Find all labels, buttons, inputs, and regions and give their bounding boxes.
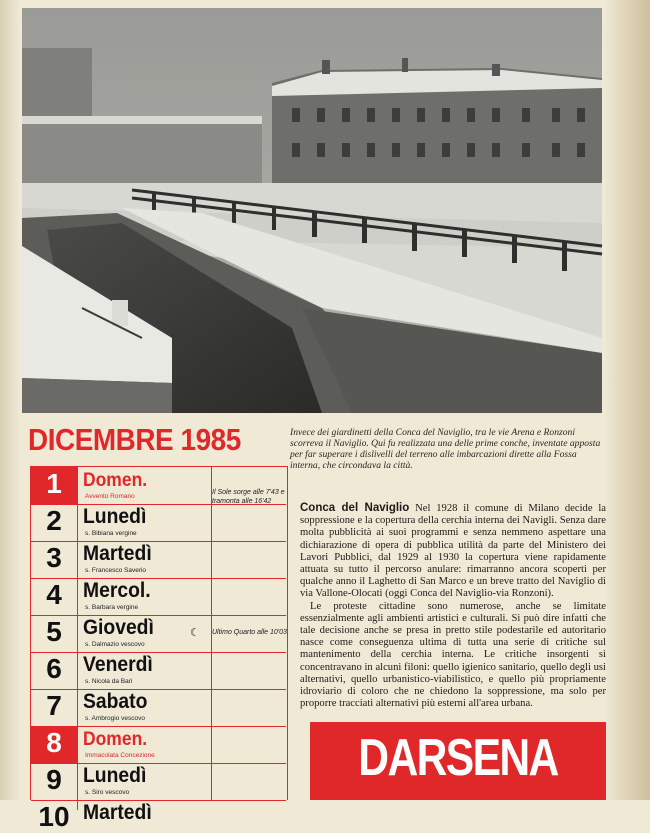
- weekday-name: Mercol.: [83, 579, 151, 602]
- notes-cell: [211, 652, 287, 689]
- month-title: DICEMBRE 1985: [28, 422, 241, 457]
- weekday-name: Domen.: [83, 470, 148, 491]
- day-number: 4: [46, 579, 62, 610]
- calendar-row: [31, 504, 286, 542]
- notes-cell: [211, 726, 287, 763]
- page-right-edge: [604, 0, 650, 800]
- section-banner: [310, 722, 606, 800]
- moon-phase-note: Ultimo Quarto alle 10'03: [212, 629, 287, 636]
- calendar-row: [31, 800, 286, 832]
- day-number-cell: [31, 800, 78, 832]
- last-quarter-moon-icon: ☾: [190, 626, 200, 639]
- banner-title: DARSENA: [358, 729, 558, 787]
- calendar-row: [31, 726, 286, 764]
- article: [300, 502, 606, 710]
- day-number: 10: [38, 801, 70, 832]
- calendar-row: [31, 652, 286, 690]
- day-number-cell: [31, 541, 78, 578]
- notes-cell: [211, 689, 287, 726]
- notes-cell: [211, 541, 287, 578]
- saint-of-day: s. Ambrogio vescovo: [85, 715, 145, 722]
- day-number: 8: [46, 727, 62, 758]
- saint-of-day: s. Siro vescovo: [85, 789, 130, 796]
- day-number: 9: [46, 764, 62, 795]
- saint-of-day: s. Bibiana vergine: [85, 530, 137, 537]
- article-paragraph: [300, 502, 606, 601]
- day-number: 5: [46, 616, 62, 647]
- notes-cell: [211, 504, 287, 541]
- day-number-cell: [31, 504, 78, 541]
- weekday-name: Venerdì: [83, 653, 153, 676]
- weekday-name: Martedì: [83, 801, 152, 824]
- day-number: 3: [46, 542, 62, 573]
- calendar-row: [31, 541, 286, 579]
- weekday-name: Martedì: [83, 542, 152, 565]
- weekday-name: Lunedì: [83, 764, 147, 787]
- day-number: 7: [46, 690, 62, 721]
- day-number-cell: [31, 615, 78, 652]
- day-number-cell: [31, 578, 78, 615]
- day-number-cell: [31, 726, 78, 763]
- notes-cell: [211, 578, 287, 615]
- page-left-edge: [0, 0, 20, 800]
- day-number: 6: [46, 653, 62, 684]
- saint-of-day: s. Barbara vergine: [85, 604, 139, 611]
- calendar-row: [31, 689, 286, 727]
- weekday-name: Giovedì: [83, 616, 154, 639]
- calendar-row: [31, 763, 286, 801]
- photo-caption: Invece dei giardinetti della Conca del Naviglio, tra le vie Arena e Ronzoni scorreva il Naviglio. Qui fu realizzata una delle prime conche, inventate apposta per far superare i dislivelli del terreno alle imbarcazioni dirette alla Fossa interna, che circondava la città.: [290, 427, 601, 471]
- day-number-cell: [31, 652, 78, 689]
- saint-of-day: s. Dalmazio vescovo: [85, 641, 145, 648]
- canal-photo: [22, 8, 602, 413]
- notes-cell: [211, 763, 287, 800]
- saint-of-day: s. Nicola da Bari: [85, 678, 133, 685]
- weekday-name: Sabato: [83, 690, 148, 713]
- sunrise-sunset-note: Il Sole sorge alle 7'43 e tramonta alle 16'42: [212, 489, 285, 505]
- saint-of-day: s. Francesco Saverio: [85, 567, 147, 574]
- day-number-cell: [31, 763, 78, 800]
- weekday-name: Domen.: [83, 729, 148, 750]
- weekday-name: Lunedì: [83, 505, 147, 528]
- calendar-row: [31, 578, 286, 616]
- article-paragraph: Le proteste cittadine sono numerose, anche se limitate essenzialmente agli ambienti artistici e culturali. Si può dire infatti che tale decisione anche se presa in pretto stile podestarile ed autoritario nasce come conseguenza ultima di tutta una serie di critiche sul mantenimento della cerchia interna. Le critiche insorgenti si concentravano in alcuni filoni: quello igienico sanitario, quello degli usi alternativi, quello urbanistico-viabilistico, e quello più propriamente idroviario di coloro che ne chiedono la soppressione, ma solo per proporre tracciati alternativi più esterni all'area urbana.: [300, 600, 606, 710]
- article-text: Nel 1928 il comune di Milano decide la soppressione e la copertura della cerchia interna dei Navigli. Senza dare molta pubblicità ai suoi programmi e senza nemmeno aspettare una dichiarazione di opera di pubblica utilità da parte del Ministero dei Lavori Pubblici, dal 1929 al 1930 la copertura viene rapidamente attuata su tutto il percorso anulare: rimarranno ancora scoperti per qualche anno il Laghetto di San Marco e un breve tratto del Naviglio di via Vallone-Olocati (oggi Conca del Naviglio-via Ronzoni).: [300, 503, 606, 600]
- day-number-cell: [31, 689, 78, 726]
- day-number-cell: [31, 467, 78, 504]
- day-number: 2: [46, 505, 62, 536]
- day-number: 1: [46, 468, 62, 499]
- saint-of-day: Immacolata Concezione: [85, 752, 155, 759]
- saint-of-day: Avvento Romano: [85, 493, 135, 500]
- article-title: Conca del Naviglio: [300, 502, 410, 514]
